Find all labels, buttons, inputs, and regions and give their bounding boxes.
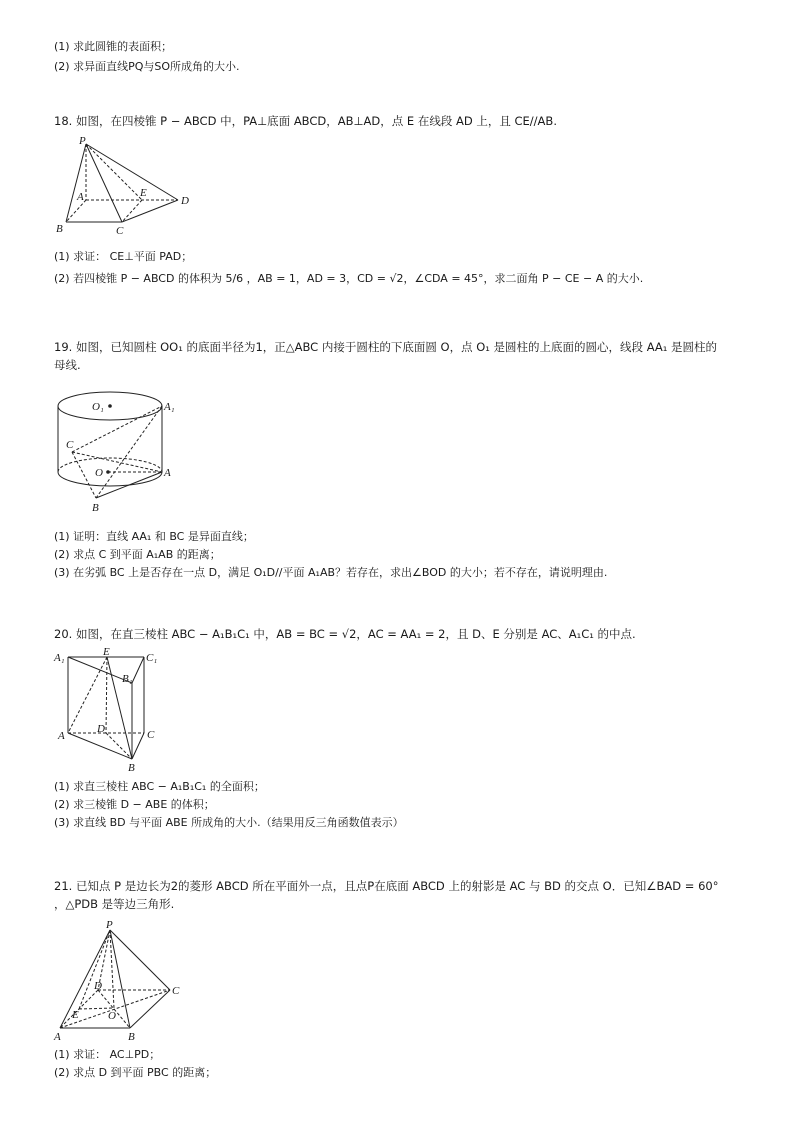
q20-stem: 20. 如图，在直三棱柱 ABC − A₁B₁C₁ 中，AB = BC = √2，AC = AA₁ = 2，且 D、E 分别是 AC、A₁C₁ 的中点. [54,627,636,641]
q18-part-1: (1) 求证： CE⊥平面 PAD； [54,250,193,263]
q18-pyramid-figure [52,134,202,238]
q18-label-A: A [77,191,84,203]
q19-label-B: B [92,502,99,514]
q21-label-C: C [172,985,180,997]
q20-part-2: (2) 求三棱锥 D − ABE 的体积； [54,798,215,811]
q19-label-C: C [66,439,74,451]
q21-label-B: B [128,1031,135,1042]
q19-stem-line-2: 母线. [54,358,81,372]
q20-label-C: C [147,729,155,741]
q21-label-E: E [72,1009,79,1021]
q21-label-O: O [108,1010,116,1022]
q18-part-2: (2) 若四棱锥 P − ABCD 的体积为 5/6 ，AB = 1，AD = 3，CD = √2，∠CDA = 45°，求二面角 P − CE − A 的大小. [54,272,644,285]
q18-stem: 18. 如图，在四棱锥 P − ABCD 中，PA⊥底面 ABCD，AB⊥AD，点 E 在线段 AD 上，且 CE//AB. [54,114,557,128]
q20-part-3: (3) 求直线 BD 与平面 ABE 所成角的大小.（结果用反三角函数值表示） [54,816,404,829]
q21-stem-line-1: 21. 已知点 P 是边长为2的菱形 ABCD 所在平面外一点，且点P在底面 ABCD 上的射影是 AC 与 BD 的交点 O．已知∠BAD = 60° [54,879,719,893]
q20-label-A1: A₁ [54,652,65,664]
q20-label-E: E [103,646,110,658]
q21-part-2: (2) 求点 D 到平面 PBC 的距离； [54,1066,217,1079]
q19-label-A1: A₁ [164,401,175,413]
prev-question-part-1: (1) 求此圆锥的表面积； [54,40,173,53]
q20-part-1: (1) 求直三棱柱 ABC − A₁B₁C₁ 的全面积； [54,780,265,793]
q19-cylinder-figure [52,380,192,516]
q20-label-D: D [97,723,105,735]
q20-label-B1: B₁ [122,673,133,685]
q19-stem-line-1: 19. 如图，已知圆柱 OO₁ 的底面半径为1，正△ABC 内接于圆柱的下底面圆 O，点 O₁ 是圆柱的上底面的圆心，线段 AA₁ 是圆柱的 [54,340,718,354]
q18-label-P: P [79,135,86,147]
q20-prism-figure [52,645,172,775]
q20-label-A: A [58,730,65,742]
q18-label-C: C [116,225,124,237]
q21-part-1: (1) 求证： AC⊥PD； [54,1048,161,1061]
q21-label-P: P [106,919,113,931]
q21-pyramid-figure [50,918,190,1042]
q19-label-O: O [95,467,103,479]
q20-label-B: B [128,762,135,774]
q18-label-B: B [56,223,63,235]
q19-part-3: (3) 在劣弧 BC 上是否存在一点 D，满足 O₁D//平面 A₁AB？若存在，求出∠BOD 的大小；若不存在，请说明理由. [54,566,608,579]
q18-label-E: E [140,187,147,199]
q21-label-D: D [94,980,102,992]
prev-question-part-2: (2) 求异面直线PQ与SO所成角的大小. [54,60,240,73]
q20-label-C1: C₁ [146,652,158,664]
q19-label-O1: O₁ [92,401,104,413]
q18-label-D: D [181,195,189,207]
q19-label-A: A [164,467,171,479]
q21-label-A: A [54,1031,61,1042]
q21-stem-line-2: ，△PDB 是等边三角形. [54,897,175,911]
q19-part-2: (2) 求点 C 到平面 A₁AB 的距离； [54,548,221,561]
q19-part-1: (1) 证明：直线 AA₁ 和 BC 是异面直线； [54,530,254,543]
